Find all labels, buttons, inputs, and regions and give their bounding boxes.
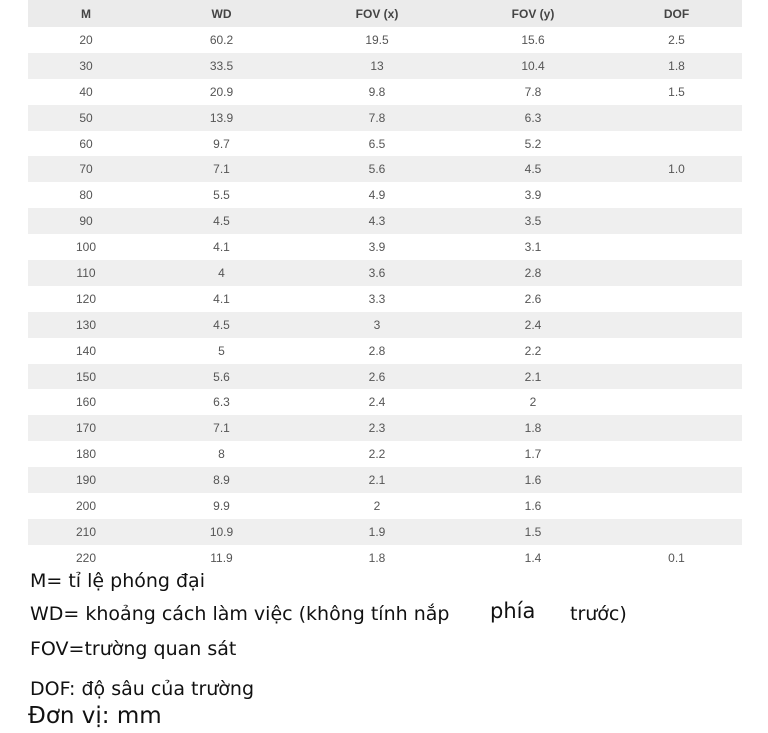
table-row bbox=[28, 467, 742, 493]
cell-m: 60 bbox=[28, 131, 144, 157]
cell-fov-x: 5.6 bbox=[299, 156, 455, 182]
cell-fov-y: 7.8 bbox=[455, 79, 611, 105]
cell-fov-y: 6.3 bbox=[455, 105, 611, 131]
cell-wd: 4.1 bbox=[144, 286, 299, 312]
cell-fov-y: 1.8 bbox=[455, 415, 611, 441]
cell-dof bbox=[611, 182, 742, 208]
cell-wd: 11.9 bbox=[144, 545, 299, 571]
cell-wd: 10.9 bbox=[144, 519, 299, 545]
cell-dof bbox=[611, 415, 742, 441]
table-body bbox=[28, 27, 742, 571]
cell-dof bbox=[611, 312, 742, 338]
table-row bbox=[28, 441, 742, 467]
cell-fov-x: 2 bbox=[299, 493, 455, 519]
table-row bbox=[28, 53, 742, 79]
header-m: M bbox=[28, 0, 144, 27]
cell-m: 90 bbox=[28, 208, 144, 234]
header-fov-y: FOV (y) bbox=[455, 0, 611, 27]
cell-fov-x: 4.9 bbox=[299, 182, 455, 208]
cell-fov-y: 2.1 bbox=[455, 364, 611, 390]
cell-wd: 4.5 bbox=[144, 312, 299, 338]
table-row bbox=[28, 493, 742, 519]
cell-fov-y: 4.5 bbox=[455, 156, 611, 182]
cell-fov-x: 2.6 bbox=[299, 364, 455, 390]
cell-m: 200 bbox=[28, 493, 144, 519]
cell-m: 50 bbox=[28, 105, 144, 131]
cell-fov-y: 1.7 bbox=[455, 441, 611, 467]
cell-m: 30 bbox=[28, 53, 144, 79]
note-wd bbox=[30, 599, 627, 625]
cell-fov-y: 3.5 bbox=[455, 208, 611, 234]
table-row bbox=[28, 545, 742, 571]
cell-fov-x: 2.2 bbox=[299, 441, 455, 467]
cell-dof bbox=[611, 389, 742, 415]
cell-dof bbox=[611, 286, 742, 312]
table-row bbox=[28, 364, 742, 390]
cell-dof bbox=[611, 208, 742, 234]
cell-dof bbox=[611, 260, 742, 286]
cell-dof bbox=[611, 519, 742, 545]
cell-wd: 60.2 bbox=[144, 27, 299, 53]
cell-fov-y: 1.4 bbox=[455, 545, 611, 571]
cell-fov-y: 2 bbox=[455, 389, 611, 415]
table-row bbox=[28, 234, 742, 260]
cell-fov-y: 5.2 bbox=[455, 131, 611, 157]
table-row bbox=[28, 156, 742, 182]
cell-m: 220 bbox=[28, 545, 144, 571]
cell-m: 130 bbox=[28, 312, 144, 338]
cell-fov-x: 3.6 bbox=[299, 260, 455, 286]
cell-m: 180 bbox=[28, 441, 144, 467]
cell-dof bbox=[611, 105, 742, 131]
table-row bbox=[28, 105, 742, 131]
cell-fov-x: 1.9 bbox=[299, 519, 455, 545]
note-m: M= tỉ lệ phóng đại bbox=[30, 570, 205, 592]
table-row bbox=[28, 208, 742, 234]
cell-fov-y: 3.1 bbox=[455, 234, 611, 260]
cell-fov-y: 1.6 bbox=[455, 493, 611, 519]
cell-m: 70 bbox=[28, 156, 144, 182]
cell-wd: 9.7 bbox=[144, 131, 299, 157]
note-unit: Đơn vị: mm bbox=[28, 703, 162, 729]
cell-dof bbox=[611, 467, 742, 493]
header-dof: DOF bbox=[611, 0, 742, 27]
note-wd-word-truoc: trước) bbox=[570, 603, 627, 625]
header-fov-x: FOV (x) bbox=[299, 0, 455, 27]
cell-m: 160 bbox=[28, 389, 144, 415]
note-fov: FOV=trường quan sát bbox=[30, 638, 237, 660]
cell-fov-x: 2.4 bbox=[299, 389, 455, 415]
cell-dof: 2.5 bbox=[611, 27, 742, 53]
cell-fov-x: 9.8 bbox=[299, 79, 455, 105]
cell-wd: 6.3 bbox=[144, 389, 299, 415]
cell-fov-x: 3.3 bbox=[299, 286, 455, 312]
cell-fov-x: 4.3 bbox=[299, 208, 455, 234]
cell-dof bbox=[611, 441, 742, 467]
cell-dof bbox=[611, 131, 742, 157]
cell-fov-x: 2.1 bbox=[299, 467, 455, 493]
table-row bbox=[28, 79, 742, 105]
cell-dof bbox=[611, 493, 742, 519]
table-row bbox=[28, 389, 742, 415]
table-row bbox=[28, 260, 742, 286]
specs-table bbox=[28, 0, 742, 571]
cell-wd: 4 bbox=[144, 260, 299, 286]
cell-fov-x: 13 bbox=[299, 53, 455, 79]
cell-m: 190 bbox=[28, 467, 144, 493]
cell-m: 20 bbox=[28, 27, 144, 53]
cell-dof bbox=[611, 364, 742, 390]
cell-wd: 13.9 bbox=[144, 105, 299, 131]
cell-fov-y: 1.5 bbox=[455, 519, 611, 545]
specs-table-container bbox=[28, 0, 742, 571]
table-row bbox=[28, 519, 742, 545]
table-row bbox=[28, 27, 742, 53]
cell-wd: 5 bbox=[144, 338, 299, 364]
cell-fov-x: 2.3 bbox=[299, 415, 455, 441]
cell-dof: 1.5 bbox=[611, 79, 742, 105]
cell-m: 120 bbox=[28, 286, 144, 312]
table-header-row bbox=[28, 0, 742, 27]
cell-fov-y: 2.2 bbox=[455, 338, 611, 364]
note-wd-text: WD= khoảng cách làm việc (không tính nắp bbox=[30, 603, 450, 625]
cell-m: 110 bbox=[28, 260, 144, 286]
table-row bbox=[28, 338, 742, 364]
cell-fov-y: 2.6 bbox=[455, 286, 611, 312]
table-row bbox=[28, 312, 742, 338]
cell-wd: 7.1 bbox=[144, 415, 299, 441]
cell-m: 40 bbox=[28, 79, 144, 105]
cell-fov-x: 7.8 bbox=[299, 105, 455, 131]
cell-dof bbox=[611, 338, 742, 364]
note-dof: DOF: độ sâu của trường bbox=[30, 678, 255, 700]
cell-fov-x: 1.8 bbox=[299, 545, 455, 571]
cell-fov-y: 2.4 bbox=[455, 312, 611, 338]
cell-m: 140 bbox=[28, 338, 144, 364]
cell-m: 150 bbox=[28, 364, 144, 390]
cell-dof: 1.8 bbox=[611, 53, 742, 79]
cell-wd: 4.5 bbox=[144, 208, 299, 234]
table-row bbox=[28, 415, 742, 441]
cell-fov-x: 19.5 bbox=[299, 27, 455, 53]
cell-dof: 0.1 bbox=[611, 545, 742, 571]
cell-fov-x: 3 bbox=[299, 312, 455, 338]
cell-wd: 8 bbox=[144, 441, 299, 467]
header-wd: WD bbox=[144, 0, 299, 27]
cell-m: 80 bbox=[28, 182, 144, 208]
cell-wd: 5.5 bbox=[144, 182, 299, 208]
note-wd-word-phia: phía bbox=[490, 599, 536, 623]
cell-fov-x: 6.5 bbox=[299, 131, 455, 157]
table-row bbox=[28, 286, 742, 312]
cell-m: 210 bbox=[28, 519, 144, 545]
table-row bbox=[28, 131, 742, 157]
cell-wd: 9.9 bbox=[144, 493, 299, 519]
cell-fov-x: 3.9 bbox=[299, 234, 455, 260]
cell-fov-y: 15.6 bbox=[455, 27, 611, 53]
cell-wd: 8.9 bbox=[144, 467, 299, 493]
cell-wd: 20.9 bbox=[144, 79, 299, 105]
cell-m: 170 bbox=[28, 415, 144, 441]
cell-wd: 5.6 bbox=[144, 364, 299, 390]
cell-fov-y: 10.4 bbox=[455, 53, 611, 79]
cell-wd: 4.1 bbox=[144, 234, 299, 260]
cell-dof: 1.0 bbox=[611, 156, 742, 182]
table-row bbox=[28, 182, 742, 208]
cell-fov-x: 2.8 bbox=[299, 338, 455, 364]
cell-m: 100 bbox=[28, 234, 144, 260]
cell-dof bbox=[611, 234, 742, 260]
cell-fov-y: 1.6 bbox=[455, 467, 611, 493]
cell-fov-y: 2.8 bbox=[455, 260, 611, 286]
cell-fov-y: 3.9 bbox=[455, 182, 611, 208]
cell-wd: 33.5 bbox=[144, 53, 299, 79]
cell-wd: 7.1 bbox=[144, 156, 299, 182]
